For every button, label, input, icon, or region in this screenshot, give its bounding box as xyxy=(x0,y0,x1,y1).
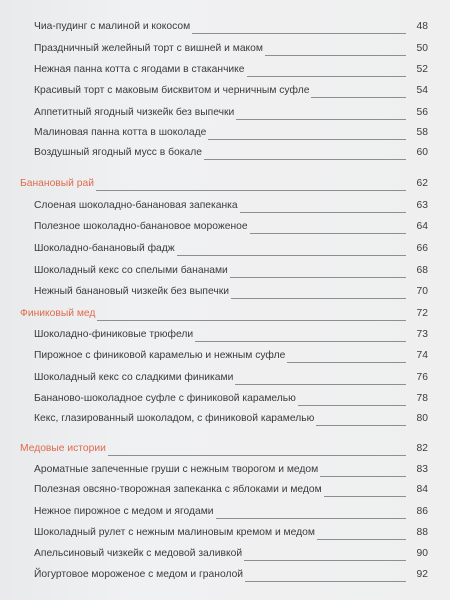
dot-leader xyxy=(324,496,406,497)
entry-title: Нежное пирожное с медом и ягодами xyxy=(34,506,214,517)
dot-leader xyxy=(245,581,406,582)
entry-title: Аппетитный ягодный чизкейк без выпечки xyxy=(34,107,235,118)
entry-page: 63 xyxy=(416,200,428,211)
dot-leader xyxy=(208,139,406,140)
entry-page: 78 xyxy=(416,393,428,404)
entry-page: 56 xyxy=(416,107,428,118)
dot-leader xyxy=(240,212,406,213)
entry-title: Чиа-пудинг с малиной и кокосом xyxy=(34,21,191,32)
toc-entry[interactable] xyxy=(34,262,428,280)
dot-leader xyxy=(230,277,406,278)
entry-title: Воздушный ягодный мусс в бокале xyxy=(34,147,202,158)
entry-page: 83 xyxy=(416,464,428,475)
entry-title: Нежный банановый чизкейк без выпечки xyxy=(34,286,229,297)
entry-page: 80 xyxy=(416,413,428,424)
entry-title: Апельсиновый чизкейк с медовой заливкой xyxy=(34,548,243,559)
entry-page: 70 xyxy=(416,286,428,297)
entry-page: 88 xyxy=(416,527,428,538)
dot-leader xyxy=(265,55,406,56)
entry-title: Бананово-шоколадное суфле с финиковой карамелью xyxy=(34,393,296,404)
entry-page: 50 xyxy=(416,43,428,54)
section-page: 62 xyxy=(416,178,428,189)
entry-page: 92 xyxy=(416,569,428,580)
entry-title: Ароматные запеченные груши с нежным творогом и медом xyxy=(34,464,319,475)
section-title: Финиковый мед xyxy=(20,308,96,319)
dot-leader xyxy=(320,476,406,477)
toc-entry[interactable] xyxy=(34,410,428,428)
toc-entry[interactable] xyxy=(34,503,428,521)
dot-leader xyxy=(250,233,406,234)
toc-entry[interactable] xyxy=(34,390,428,408)
dot-leader xyxy=(204,159,406,160)
toc-entry[interactable] xyxy=(34,283,428,301)
toc-entry[interactable] xyxy=(34,104,428,122)
toc-entry[interactable] xyxy=(34,240,428,258)
toc-entry[interactable] xyxy=(34,40,428,58)
entry-title: Кекс, глазированный шоколадом, с финиковой карамелью xyxy=(34,413,315,424)
toc-entry[interactable] xyxy=(34,197,428,215)
entry-page: 74 xyxy=(416,350,428,361)
dot-leader xyxy=(216,518,406,519)
entry-title: Малиновая панна котта в шоколаде xyxy=(34,127,207,138)
toc-entry[interactable] xyxy=(34,218,428,236)
dot-leader xyxy=(298,405,406,406)
toc-entry[interactable] xyxy=(34,326,428,344)
entry-title: Нежная панна котта с ягодами в стаканчике xyxy=(34,64,245,75)
dot-leader xyxy=(236,119,406,120)
dot-leader xyxy=(287,362,406,363)
dot-leader xyxy=(195,341,406,342)
entry-title: Шоколадно-финиковые трюфели xyxy=(34,329,194,340)
entry-page: 84 xyxy=(416,484,428,495)
dot-leader xyxy=(108,455,406,456)
toc-entry[interactable] xyxy=(34,524,428,542)
section-page: 82 xyxy=(416,443,428,454)
entry-title: Шоколадно-банановый фадж xyxy=(34,243,175,254)
entry-page: 76 xyxy=(416,372,428,383)
entry-page: 73 xyxy=(416,329,428,340)
dot-leader xyxy=(96,190,406,191)
entry-title: Полезное шоколадно-банановое мороженое xyxy=(34,221,248,232)
section-title: Банановый рай xyxy=(20,178,94,189)
toc-section-heading[interactable] xyxy=(20,305,428,323)
dot-leader xyxy=(311,97,406,98)
dot-leader xyxy=(316,425,406,426)
entry-page: 66 xyxy=(416,243,428,254)
entry-page: 54 xyxy=(416,85,428,96)
dot-leader xyxy=(97,320,406,321)
dot-leader xyxy=(244,560,406,561)
entry-title: Пирожное с финиковой карамелью и нежным суфле xyxy=(34,350,286,361)
entry-title: Красивый торт с маковым бисквитом и черничным суфле xyxy=(34,85,310,96)
toc-entry[interactable] xyxy=(34,61,428,79)
entry-page: 86 xyxy=(416,506,428,517)
entry-title: Полезная овсяно-творожная запеканка с яблоками и медом xyxy=(34,484,322,495)
toc-entry[interactable] xyxy=(34,369,428,387)
entry-page: 68 xyxy=(416,265,428,276)
toc-section-heading[interactable] xyxy=(20,175,428,193)
entry-title: Шоколадный кекс со сладкими финиками xyxy=(34,372,234,383)
entry-title: Шоколадный кекс со спелыми бананами xyxy=(34,265,228,276)
toc-entry[interactable] xyxy=(34,124,428,142)
dot-leader xyxy=(231,298,406,299)
dot-leader xyxy=(235,384,406,385)
entry-title: Йогуртовое мороженое с медом и гранолой xyxy=(34,569,244,580)
toc-entry[interactable] xyxy=(34,144,428,162)
dot-leader xyxy=(177,255,406,256)
entry-title: Слоеная шоколадно-банановая запеканка xyxy=(34,200,238,211)
toc-entry[interactable] xyxy=(34,18,428,36)
toc-entry[interactable] xyxy=(34,545,428,563)
entry-page: 48 xyxy=(416,21,428,32)
toc-section-heading[interactable] xyxy=(20,440,428,458)
entry-page: 60 xyxy=(416,147,428,158)
toc-entry[interactable] xyxy=(34,461,428,479)
dot-leader xyxy=(317,539,406,540)
entry-page: 64 xyxy=(416,221,428,232)
dot-leader xyxy=(192,33,406,34)
toc-entry[interactable] xyxy=(34,82,428,100)
toc-entry[interactable] xyxy=(34,481,428,499)
entry-page: 52 xyxy=(416,64,428,75)
section-title: Медовые истории xyxy=(20,443,106,454)
entry-page: 58 xyxy=(416,127,428,138)
entry-page: 90 xyxy=(416,548,428,559)
dot-leader xyxy=(247,76,406,77)
entry-title: Шоколадный рулет с нежным малиновым кремом и медом xyxy=(34,527,315,538)
entry-title: Праздничный желейный торт с вишней и маком xyxy=(34,43,263,54)
toc-entry[interactable] xyxy=(34,347,428,365)
toc-entry[interactable] xyxy=(34,566,428,584)
section-page: 72 xyxy=(416,308,428,319)
